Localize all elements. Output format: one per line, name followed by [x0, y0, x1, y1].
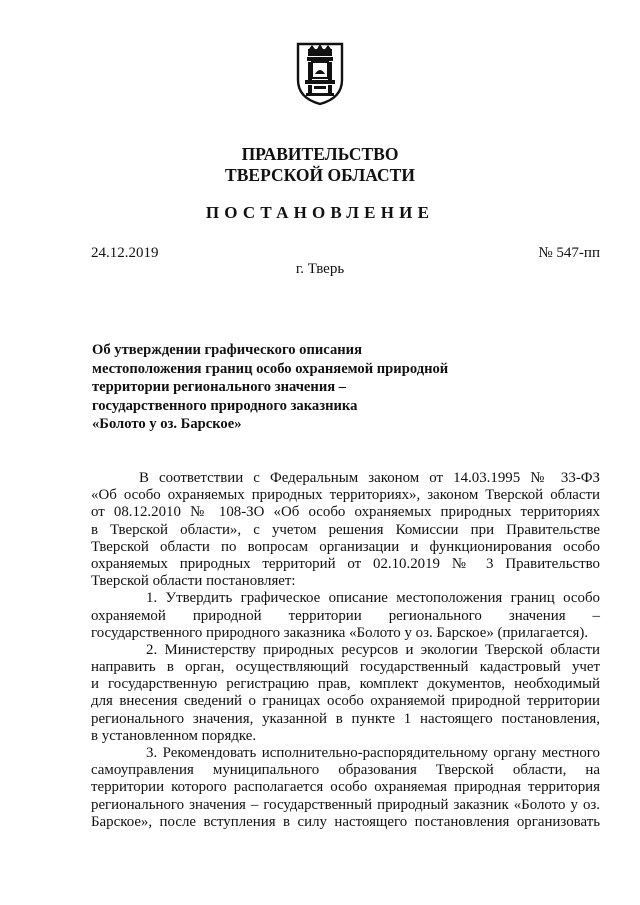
body-line: регионального значения, указанной в пункте 1 настоящего постановления, — [91, 710, 600, 727]
body-line: регионального значения – государственный природный заказник «Болото у оз. — [91, 796, 600, 813]
document-subject — [92, 341, 492, 434]
body-line: направить в орган, осуществляющий государственный кадастровый учет — [91, 659, 600, 676]
body-line: Тверской области по вопросам организации и функционирования особо — [91, 538, 600, 555]
subject-line: государственного природного заказника — [92, 397, 358, 414]
authority-name-line1: ПРАВИТЕЛЬСТВО — [241, 144, 399, 164]
document-number: № 547-пп — [538, 245, 600, 261]
subject-line: местоположения границ особо охраняемой природной — [92, 360, 449, 377]
body-line: в установленном порядке. — [91, 727, 257, 744]
body-line: Тверской области постановляет: — [91, 573, 296, 590]
subject-line: «Болото у оз. Барское» — [92, 416, 242, 432]
body-line: «Об особо охраняемых природных территориях», законом Тверской области — [91, 487, 600, 504]
body-line: В соответствии с Федеральным законом от 14.03.1995 № 33-ФЗ — [139, 470, 600, 486]
body-line: охраняемой природной территории регионального значения – — [91, 607, 600, 624]
subject-line: территории регионального значения – — [92, 379, 347, 395]
body-line: 2. Министерству природных ресурсов и экологии Тверской области — [146, 641, 600, 658]
document-body — [91, 470, 600, 831]
document-date: 24.12.2019 — [91, 245, 159, 261]
body-line: 3. Рекомендовать исполнительно-распорядительному органу местного — [146, 745, 600, 761]
body-line: охраняемых природных территорий от 02.10.2019 № 3 Правительство — [91, 555, 600, 572]
body-line: для внесения сведений о границах особо охраняемой природной территории — [91, 693, 600, 710]
body-line: 1. Утвердить графическое описание местоположения границ особо — [146, 590, 600, 607]
coat-of-arms-emblem — [295, 42, 345, 106]
authority-name-line2: ТВЕРСКОЙ ОБЛАСТИ — [225, 165, 415, 185]
body-line: самоуправления муниципального образования Тверской области, на — [91, 762, 600, 779]
body-line: в Тверской области», с учетом решения Комиссии при Правительстве — [91, 521, 600, 538]
subject-line: Об утверждении графического описания — [92, 342, 362, 358]
body-line: и государственную регистрацию прав, комплект документов, необходимый — [91, 676, 600, 693]
document-type-title: ПОСТАНОВЛЕНИЕ — [205, 203, 435, 222]
document-city: г. Тверь — [295, 261, 345, 277]
body-line: государственного природного заказника «Болото у оз. Барское» (прилагается). — [91, 624, 589, 641]
body-line: Барское», после вступления в силу настоящего постановления организовать — [91, 813, 600, 830]
body-line: территории которого располагается особо охраняемая природная территория — [91, 779, 600, 796]
body-line: от 08.12.2010 № 108-ЗО «Об особо охраняемых природных территориях — [91, 504, 600, 521]
